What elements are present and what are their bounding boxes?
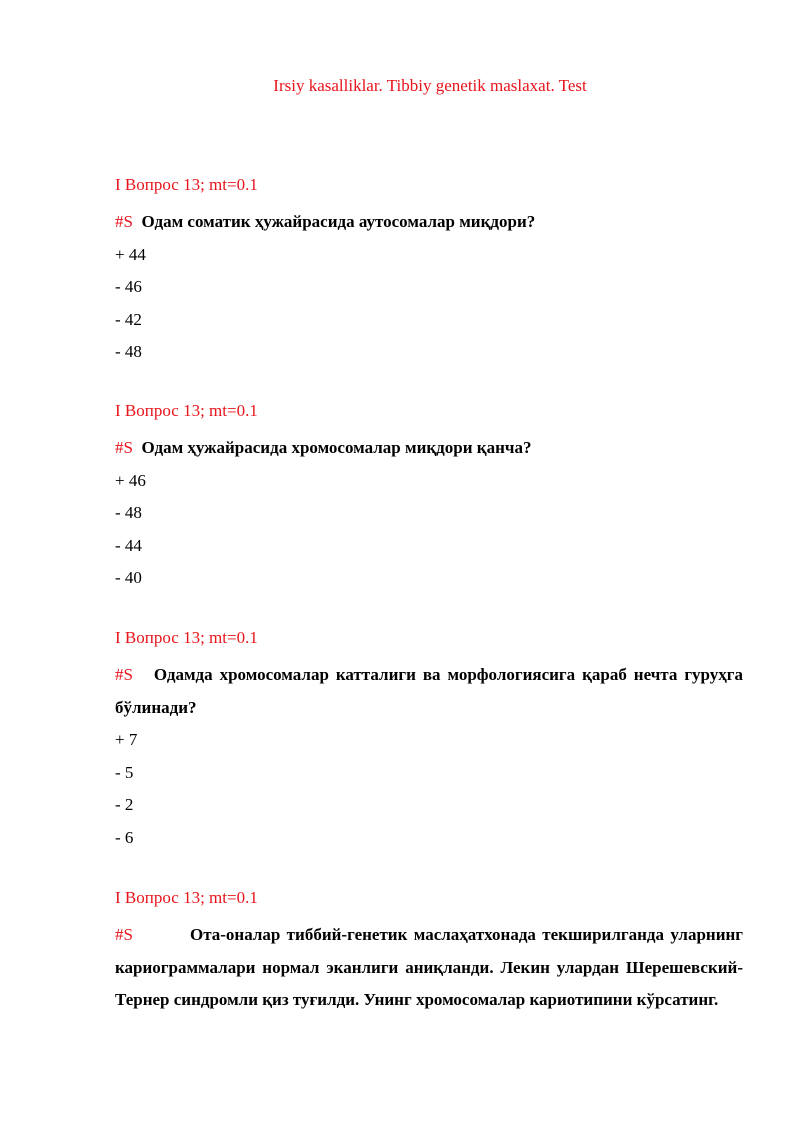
question-marker: #S [115, 212, 133, 231]
answer-option: - 48 [115, 342, 142, 361]
answer-option: + 44 [115, 244, 146, 264]
question-header: I Вопрос 13; mt=0.1 [115, 888, 258, 907]
question-text-line [115, 206, 743, 239]
answer-option: - 40 [115, 568, 142, 587]
answer-option: - 48 [115, 503, 142, 522]
answer-list [115, 465, 743, 595]
question-text: Одам ҳужайрасида хромосомалар миқдори қанча? [141, 438, 532, 457]
question-marker: #S [115, 925, 133, 944]
answer-option: + 7 [115, 730, 138, 749]
answer-option: - 46 [115, 277, 142, 296]
question-marker: #S [115, 438, 133, 457]
question-block [115, 887, 743, 1017]
answer-option: + 46 [115, 470, 146, 490]
answer-option: - 2 [115, 795, 134, 814]
question-header: I Вопрос 13; mt=0.1 [115, 628, 258, 647]
question-text: Одамда хромосомалар катталиги ва морфологиясига қараб нечта гуруҳга бўлинади? [115, 665, 743, 717]
question-header: I Вопрос 13; mt=0.1 [115, 175, 258, 194]
answer-option: - 5 [115, 762, 134, 782]
document-title: Irsiy kasalliklar. Tibbiy genetik maslaxat. Test [273, 76, 587, 95]
answer-list [115, 724, 743, 854]
question-block [115, 174, 743, 369]
answer-list [115, 239, 743, 369]
question-text-line [115, 919, 743, 1017]
answer-option: - 42 [115, 309, 142, 329]
question-header: I Вопрос 13; mt=0.1 [115, 401, 258, 420]
answer-option: - 44 [115, 535, 142, 555]
question-text: Ота-оналар тиббий-генетик маслаҳатхонада текширилганда уларнинг кариограммалари нормал эканлиги аниқланди. Лекин улардан Шерешевский-Тернер синдромли қиз туғилди. Унинг хромосомалар кариотипини кўрсатинг. [115, 925, 744, 1009]
question-block [115, 627, 743, 854]
question-text-line [115, 432, 743, 465]
question-text-line [115, 659, 743, 724]
question-text: Одам соматик ҳужайрасида аутосомалар миқдори? [141, 212, 536, 231]
question-block [115, 400, 743, 595]
question-marker: #S [115, 665, 133, 684]
answer-option: - 6 [115, 827, 134, 847]
